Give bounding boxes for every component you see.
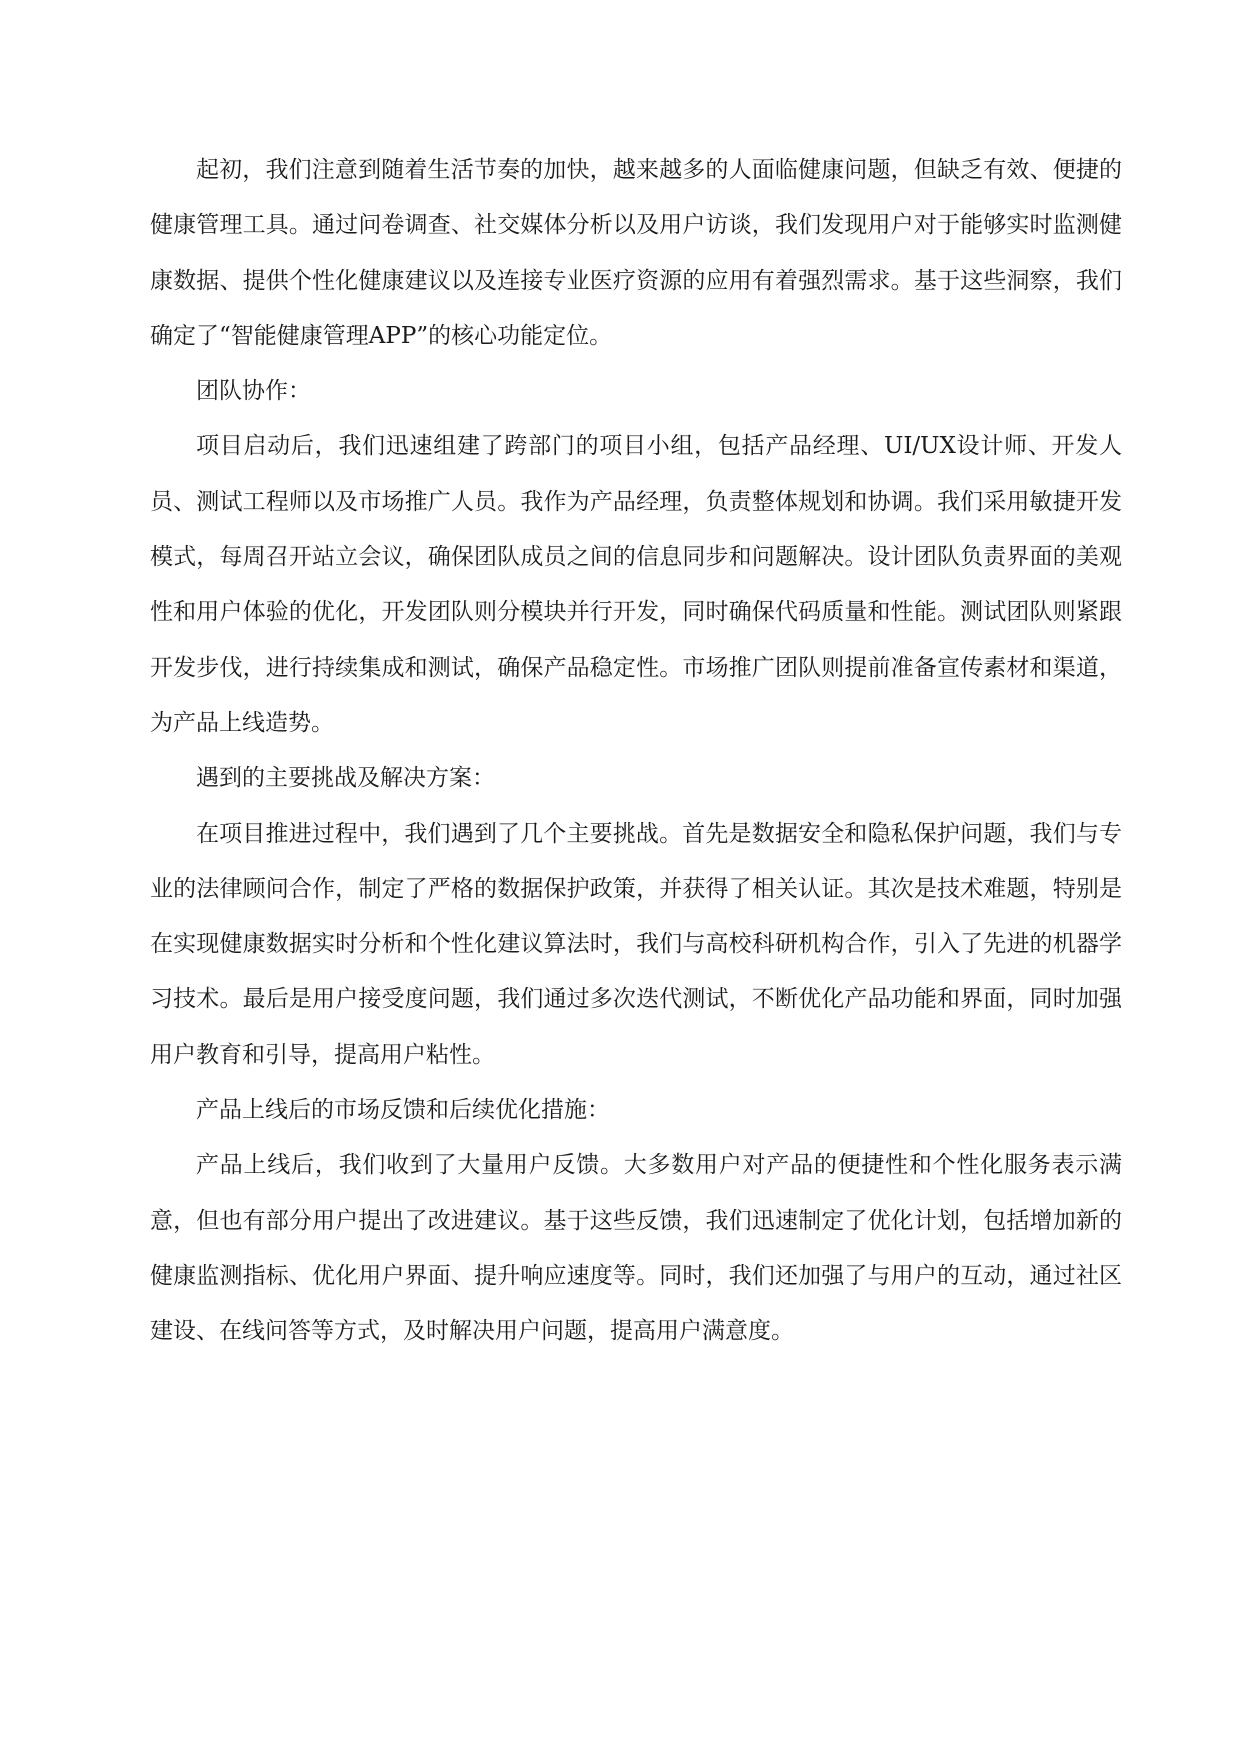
paragraph-market-feedback: 产品上线后，我们收到了大量用户反馈。大多数用户对产品的便捷性和个性化服务表示满意，但也有部分用户提出了改进建议。基于这些反馈，我们迅速制定了优化计划，包括增加新的健康监测指标、优化用户界面、提升响应速度等。同时，我们还加强了与用户的互动，通过社区建设、在线问答等方式，及时解决用户问题，提高用户满意度。 (150, 1152, 1122, 1345)
paragraph-challenges: 在项目推进过程中，我们遇到了几个主要挑战。首先是数据安全和隐私保护问题，我们与专业的法律顾问合作，制定了严格的数据保护政策，并获得了相关认证。其次是技术难题，特别是在实现健康数据实时分析和个性化建议算法时，我们与高校科研机构合作，引入了先进的机器学习技术。最后是用户接受度问题，我们通过多次迭代测试，不断优化产品功能和界面，同时加强用户教育和引导，提高用户粘性。 (150, 820, 1122, 1068)
heading-market-feedback: 产品上线后的市场反馈和后续优化措施： (196, 1097, 610, 1124)
document-body (150, 143, 1122, 1360)
heading-team-collaboration: 团队协作： (196, 378, 311, 405)
paragraph-team-collaboration: 项目启动后，我们迅速组建了跨部门的项目小组，包括产品经理、UI/UX设计师、开发人员、测试工程师以及市场推广人员。我作为产品经理，负责整体规划和协调。我们采用敏捷开发模式，每周召开站立会议，确保团队成员之间的信息同步和问题解决。设计团队负责界面的美观性和用户体验的优化，开发团队则分模块并行开发，同时确保代码质量和性能。测试团队则紧跟开发步伐，进行持续集成和测试，确保产品稳定性。市场推广团队则提前准备宣传素材和渠道，为产品上线造势。 (150, 433, 1122, 736)
paragraph-origin: 起初，我们注意到随着生活节奏的加快，越来越多的人面临健康问题，但缺乏有效、便捷的健康管理工具。通过问卷调查、社交媒体分析以及用户访谈，我们发现用户对于能够实时监测健康数据、提供个性化健康建议以及连接专业医疗资源的应用有着强烈需求。基于这些洞察，我们确定了“智能健康管理APP”的核心功能定位。 (150, 157, 1122, 349)
heading-challenges: 遇到的主要挑战及解决方案： (196, 765, 495, 792)
